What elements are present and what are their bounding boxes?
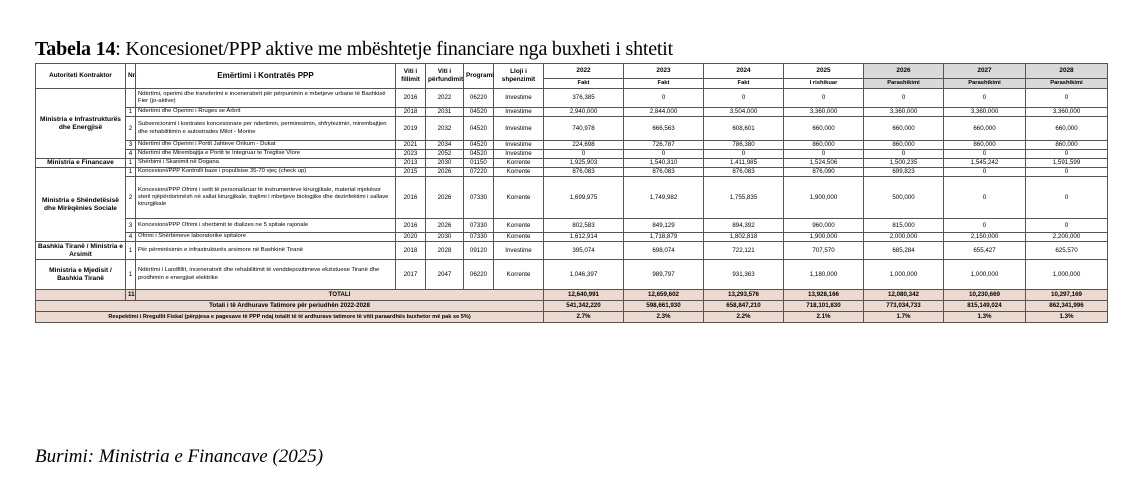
fiscal-rule-value: 2.2%: [704, 312, 784, 323]
header-sub: Parashikimi: [864, 79, 944, 89]
authority-cell: Bashkia Tiranë / Ministria e Arsimit: [36, 242, 126, 260]
header-sub: Fakt: [704, 79, 784, 89]
fiscal-rule-row: [36, 312, 1108, 323]
value-cell: 1,900,000: [784, 177, 864, 219]
value-cell: 1,749,982: [624, 177, 704, 219]
end-year-cell: 2026: [426, 168, 464, 177]
expense-type-cell: Investime: [494, 117, 544, 141]
value-cell: 931,363: [704, 260, 784, 290]
header-year: 2024: [704, 64, 784, 79]
value-cell: 666,563: [624, 117, 704, 141]
header-sub: Parashikimi: [1026, 79, 1108, 89]
value-cell: 0: [544, 150, 624, 159]
value-cell: 0: [944, 219, 1026, 233]
value-cell: 894,392: [704, 219, 784, 233]
end-year-cell: 2052: [426, 150, 464, 159]
program-cell: 04520: [464, 108, 494, 117]
program-cell: 01150: [464, 159, 494, 168]
totals-label: TOTALI: [136, 290, 544, 301]
value-cell: 876,083: [704, 168, 784, 177]
value-cell: 685,284: [864, 242, 944, 260]
contract-name-cell: Ndertimi dhe Operimi i Rruges se Arbrit: [136, 108, 396, 117]
expense-type-cell: Korrente: [494, 168, 544, 177]
value-cell: 0: [624, 150, 704, 159]
value-cell: 802,583: [544, 219, 624, 233]
table-number: Tabela 14: [35, 38, 116, 60]
totals-value: 10,230,669: [944, 290, 1026, 301]
end-year-cell: 2026: [426, 219, 464, 233]
header-end: Viti i përfundimit: [426, 64, 464, 89]
contract-name-cell: Koncesioni/PPP Ofrimi i setit të personalizuar të instrumenteve kirurgjikale, material mjekësor steril njëpërdorimësh në sallat kirurgjikale, trajtimi i mbetjeve biologjike dhe dezinfektimi i sallave kirurgjikale: [136, 177, 396, 219]
value-cell: 860,000: [864, 141, 944, 150]
expense-type-cell: Korrente: [494, 177, 544, 219]
revenue-row: [36, 301, 1108, 312]
value-cell: 786,380: [704, 141, 784, 150]
end-year-cell: 2030: [426, 159, 464, 168]
value-cell: 707,570: [784, 242, 864, 260]
fiscal-rule-value: 1.3%: [944, 312, 1026, 323]
table-row: [36, 117, 1108, 141]
value-cell: 2,844,000: [624, 108, 704, 117]
expense-type-cell: Korrente: [494, 260, 544, 290]
value-cell: 0: [1026, 219, 1108, 233]
program-cell: 04520: [464, 117, 494, 141]
start-year-cell: 2023: [396, 150, 426, 159]
value-cell: 722,121: [704, 242, 784, 260]
fiscal-rule-label: Respektimi i Rregullit Fiskal (përpjesa e pagesave të PPP ndaj totalit të të ardhurave tatimore të vitit paraardhës buxhetor më pak se 5%): [36, 312, 544, 323]
value-cell: 698,074: [624, 242, 704, 260]
value-cell: 3,360,000: [1026, 108, 1108, 117]
table-title-text: : Koncesionet/PPP aktive me mbështetje financiare nga buxheti i shtetit: [115, 38, 673, 60]
fiscal-rule-value: 2.7%: [544, 312, 624, 323]
value-cell: 1,900,000: [784, 233, 864, 242]
value-cell: 2,940,000: [544, 108, 624, 117]
expense-type-cell: Investime: [494, 242, 544, 260]
value-cell: 1,046,397: [544, 260, 624, 290]
value-cell: 2,200,000: [1026, 233, 1108, 242]
program-cell: 09120: [464, 242, 494, 260]
value-cell: 0: [1026, 177, 1108, 219]
value-cell: 224,698: [544, 141, 624, 150]
start-year-cell: 2020: [396, 233, 426, 242]
value-cell: 3,360,000: [784, 108, 864, 117]
source-note: Burimi: Ministria e Financave (2025): [35, 446, 324, 467]
contract-name-cell: Ndertimi dhe Operimi i Portit Jahteve Orikum - Dukat: [136, 141, 396, 150]
value-cell: 655,427: [944, 242, 1026, 260]
value-cell: 660,000: [1026, 117, 1108, 141]
authority-cell: Ministria e Financave: [36, 159, 126, 168]
program-cell: 06220: [464, 89, 494, 108]
program-cell: 06220: [464, 260, 494, 290]
start-year-cell: 2016: [396, 89, 426, 108]
contract-name-cell: Subvencionimi i kontrates koncesionare per ndertimin, permiresimin, shfrytezimin, mirembajtjen dhe rehabilitimin e autostrades Milot - Morine: [136, 117, 396, 141]
header-sub: Parashikimi: [944, 79, 1026, 89]
expense-type-cell: Investime: [494, 150, 544, 159]
header-year: 2028: [1026, 64, 1108, 79]
header-start: Viti i fillimit: [396, 64, 426, 89]
value-cell: 1,411,985: [704, 159, 784, 168]
value-cell: 0: [1026, 168, 1108, 177]
start-year-cell: 2016: [396, 177, 426, 219]
nr-cell: 1: [126, 260, 136, 290]
program-cell: 07330: [464, 177, 494, 219]
end-year-cell: 2030: [426, 233, 464, 242]
nr-cell: 2: [126, 177, 136, 219]
revenue-label: Totali i të Ardhurave Tatimore për periudhën 2022-2028: [36, 301, 544, 312]
header-type: Lloji i shpenzimit: [494, 64, 544, 89]
start-year-cell: 2019: [396, 117, 426, 141]
value-cell: 0: [624, 89, 704, 108]
value-cell: 500,000: [864, 177, 944, 219]
value-cell: 1,000,000: [944, 260, 1026, 290]
contract-name-cell: Shërbimi i Skanimit në Dogana: [136, 159, 396, 168]
nr-cell: 3: [126, 141, 136, 150]
totals-count: 11: [126, 290, 136, 301]
fiscal-rule-value: 2.1%: [784, 312, 864, 323]
revenue-value: 773,034,733: [864, 301, 944, 312]
table-body: [36, 89, 1108, 290]
totals-value: 12,659,602: [624, 290, 704, 301]
header-year: 2026: [864, 64, 944, 79]
end-year-cell: 2031: [426, 108, 464, 117]
program-cell: 04520: [464, 150, 494, 159]
value-cell: 660,000: [864, 117, 944, 141]
value-cell: 1,500,235: [864, 159, 944, 168]
nr-cell: 1: [126, 159, 136, 168]
value-cell: 3,360,000: [864, 108, 944, 117]
value-cell: 660,000: [784, 117, 864, 141]
value-cell: 0: [784, 89, 864, 108]
contract-name-cell: Ndërtimi i Landfillit, inceneratorit dhe rehabilitimit të venddepozitimeve ekzistuese Tiranë dhe prodhimin e energjisë elektrike: [136, 260, 396, 290]
end-year-cell: 2022: [426, 89, 464, 108]
totals-value: 12,080,342: [864, 290, 944, 301]
value-cell: 0: [1026, 89, 1108, 108]
start-year-cell: 2018: [396, 108, 426, 117]
nr-cell: 4: [126, 150, 136, 159]
end-year-cell: 2032: [426, 117, 464, 141]
value-cell: 395,074: [544, 242, 624, 260]
revenue-value: 598,661,930: [624, 301, 704, 312]
fiscal-rule-value: 2.3%: [624, 312, 704, 323]
header-contract: Emërtimi i Kontratës PPP: [136, 64, 396, 89]
value-cell: 876,083: [624, 168, 704, 177]
nr-cell: 1: [126, 242, 136, 260]
revenue-value: 658,847,210: [704, 301, 784, 312]
authority-cell: Ministria e Shëndetësisë dhe Mirëqënies Sociale: [36, 168, 126, 242]
value-cell: 1,545,242: [944, 159, 1026, 168]
totals-value: 12,640,991: [544, 290, 624, 301]
value-cell: 0: [944, 177, 1026, 219]
start-year-cell: 2021: [396, 141, 426, 150]
value-cell: 3,360,000: [944, 108, 1026, 117]
program-cell: 04520: [464, 141, 494, 150]
value-cell: 1,755,835: [704, 177, 784, 219]
nr-cell: 2: [126, 117, 136, 141]
end-year-cell: 2047: [426, 260, 464, 290]
value-cell: 1,591,599: [1026, 159, 1108, 168]
value-cell: 3,504,000: [704, 108, 784, 117]
value-cell: 1,000,000: [1026, 260, 1108, 290]
contract-name-cell: Ndërtimi, operimi dhe transferimi e inceneratorit për përpunimin e mbetjeve urbane të Bashkisë Fier (jo-aktive): [136, 89, 396, 108]
expense-type-cell: Korrente: [494, 233, 544, 242]
table-row: [36, 150, 1108, 159]
value-cell: 876,090: [784, 168, 864, 177]
nr-cell: 3: [126, 219, 136, 233]
revenue-value: 541,342,220: [544, 301, 624, 312]
contract-name-cell: Koncesioni/PPP Ofrimi i sherbimit te dializes ne 5 spitale rajonale: [136, 219, 396, 233]
end-year-cell: 2034: [426, 141, 464, 150]
header-sub: I rishikuar: [784, 79, 864, 89]
value-cell: 1,524,506: [784, 159, 864, 168]
header-nr: Nr.: [126, 64, 136, 89]
value-cell: 1,925,903: [544, 159, 624, 168]
program-cell: 07330: [464, 219, 494, 233]
end-year-cell: 2028: [426, 242, 464, 260]
contract-name-cell: Koncesioni/PPP Kontrolli baze i popullsise 35-70 vjeç (check up): [136, 168, 396, 177]
totals-value: 13,928,166: [784, 290, 864, 301]
value-cell: 815,000: [864, 219, 944, 233]
table-row: [36, 108, 1108, 117]
table-row: [36, 242, 1108, 260]
value-cell: 1,718,879: [624, 233, 704, 242]
table-row: [36, 141, 1108, 150]
value-cell: 740,978: [544, 117, 624, 141]
start-year-cell: 2015: [396, 168, 426, 177]
value-cell: 0: [944, 89, 1026, 108]
expense-type-cell: Korrente: [494, 159, 544, 168]
value-cell: 0: [704, 150, 784, 159]
totals-row: [36, 290, 1108, 301]
header-row: [36, 64, 1108, 79]
contract-name-cell: Ofrimi i Shërbimeve laboratorike spitalore: [136, 233, 396, 242]
table-row: [36, 168, 1108, 177]
value-cell: 608,601: [704, 117, 784, 141]
totals-blank: [36, 290, 126, 301]
value-cell: 2,150,000: [944, 233, 1026, 242]
value-cell: 376,385: [544, 89, 624, 108]
expense-type-cell: Korrente: [494, 219, 544, 233]
contract-name-cell: Për përmirësimin e infrastrukturës arsimore në Bashkinë Tiranë: [136, 242, 396, 260]
value-cell: 2,000,000: [864, 233, 944, 242]
value-cell: 1,180,000: [784, 260, 864, 290]
start-year-cell: 2017: [396, 260, 426, 290]
start-year-cell: 2018: [396, 242, 426, 260]
value-cell: 860,000: [784, 141, 864, 150]
header-program: Programi: [464, 64, 494, 89]
header-year: 2022: [544, 64, 624, 79]
value-cell: 699,823: [864, 168, 944, 177]
nr-cell: [126, 89, 136, 108]
value-cell: 726,787: [624, 141, 704, 150]
header-year: 2025: [784, 64, 864, 79]
value-cell: 1,612,914: [544, 233, 624, 242]
value-cell: 0: [944, 168, 1026, 177]
value-cell: 0: [864, 89, 944, 108]
revenue-value: 862,341,996: [1026, 301, 1108, 312]
expense-type-cell: Investime: [494, 108, 544, 117]
table-title: [35, 38, 673, 61]
value-cell: 876,083: [544, 168, 624, 177]
authority-cell: Ministria e Mjedisit / Bashkia Tiranë: [36, 260, 126, 290]
fiscal-rule-value: 1.7%: [864, 312, 944, 323]
value-cell: 0: [944, 150, 1026, 159]
value-cell: 1,699,975: [544, 177, 624, 219]
nr-cell: 1: [126, 108, 136, 117]
header-sub: Fakt: [624, 79, 704, 89]
value-cell: 660,000: [944, 117, 1026, 141]
table-row: [36, 233, 1108, 242]
value-cell: 989,797: [624, 260, 704, 290]
revenue-value: 718,101,830: [784, 301, 864, 312]
table-row: [36, 219, 1108, 233]
end-year-cell: 2026: [426, 177, 464, 219]
ppp-table: [35, 63, 1108, 323]
header-year: 2023: [624, 64, 704, 79]
start-year-cell: 2016: [396, 219, 426, 233]
totals-value: 10,297,169: [1026, 290, 1108, 301]
authority-cell: Ministria e Infrastrukturës dhe Energjisë: [36, 89, 126, 159]
value-cell: 849,129: [624, 219, 704, 233]
table-row: [36, 260, 1108, 290]
value-cell: 860,000: [1026, 141, 1108, 150]
start-year-cell: 2013: [396, 159, 426, 168]
value-cell: 0: [864, 150, 944, 159]
fiscal-rule-value: 1.3%: [1026, 312, 1108, 323]
value-cell: 860,000: [944, 141, 1026, 150]
totals-value: 13,293,576: [704, 290, 784, 301]
value-cell: 1,000,000: [864, 260, 944, 290]
nr-cell: 1: [126, 168, 136, 177]
program-cell: 07220: [464, 168, 494, 177]
value-cell: 0: [1026, 150, 1108, 159]
table-row: [36, 89, 1108, 108]
value-cell: 1,802,818: [704, 233, 784, 242]
header-authority: Autoriteti Kontraktor: [36, 64, 126, 89]
value-cell: 0: [704, 89, 784, 108]
value-cell: 1,540,310: [624, 159, 704, 168]
table-row: [36, 159, 1108, 168]
nr-cell: 4: [126, 233, 136, 242]
program-cell: 07330: [464, 233, 494, 242]
contract-name-cell: Ndertimi dhe Mirembajtja e Portit te Integruar te Tregtise Vlore: [136, 150, 396, 159]
header-year: 2027: [944, 64, 1026, 79]
header-sub: Fakt: [544, 79, 624, 89]
value-cell: 960,000: [784, 219, 864, 233]
expense-type-cell: Investime: [494, 89, 544, 108]
expense-type-cell: Investime: [494, 141, 544, 150]
value-cell: 625,570: [1026, 242, 1108, 260]
value-cell: 0: [784, 150, 864, 159]
revenue-value: 815,149,024: [944, 301, 1026, 312]
table-row: [36, 177, 1108, 219]
